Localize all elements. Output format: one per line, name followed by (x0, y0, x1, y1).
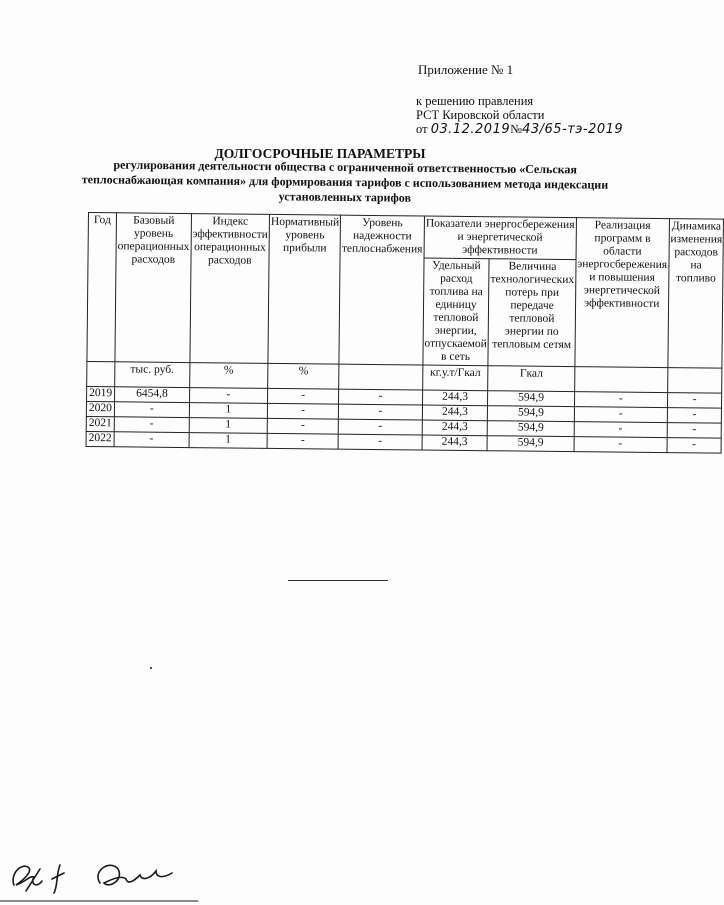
decision-number: 43/65-тэ-2019 (522, 122, 624, 137)
cell-reliability: - (338, 434, 422, 450)
decision-line-3 (416, 122, 623, 137)
header-profit-level: Нормативный уровень прибыли (268, 214, 341, 364)
cell-year: 2019 (87, 386, 115, 401)
cell-dynamics: - (667, 393, 722, 409)
header-reliability: Уровень надежности теплоснабжения (339, 215, 424, 365)
cell-reliability: - (339, 389, 423, 405)
decision-prefix: от (416, 122, 428, 136)
unit-reliability (339, 364, 423, 390)
cell-index: 1 (189, 418, 267, 434)
speck-mark (150, 667, 152, 669)
cell-base: - (114, 402, 189, 418)
cell-base: - (114, 417, 189, 433)
decision-line-1: к решению правления (416, 94, 534, 108)
cell-program: - (574, 422, 667, 438)
header-efficiency-index: Индекс эффективности операционных расходов (190, 214, 270, 364)
cell-profit: - (267, 403, 338, 419)
cell-year: 2020 (86, 401, 114, 416)
header-year: Год (87, 213, 117, 362)
unit-fuel-dynamics (667, 368, 722, 394)
cell-losses: 594,9 (488, 406, 575, 422)
cell-program: - (574, 392, 667, 408)
decision-reference (416, 94, 623, 137)
header-base-level: Базовый уровень операционных расходов (115, 213, 191, 363)
cell-losses: 594,9 (488, 391, 575, 407)
cell-profit: - (267, 433, 338, 449)
closing-divider (288, 580, 388, 581)
cell-losses: 594,9 (487, 436, 574, 452)
handwritten-signature (0, 845, 200, 905)
cell-base: 6454,8 (115, 387, 190, 403)
appendix-label: Приложение № 1 (418, 62, 514, 77)
header-fuel-rate: Удельный расход топлива на единицу тепловой энергии, отпускаемой в сеть (423, 258, 490, 366)
cell-reliability: - (339, 404, 423, 420)
document-title: ДОЛГОСРОЧНЫЕ ПАРАМЕТРЫ (214, 146, 426, 161)
unit-year (87, 361, 115, 386)
document-subtitle: регулирования деятельности общества с ограниченной ответственностью «Сельская теплоснабжающая компания» для формирования тарифов с использованием метода индексации установленных тарифов (81, 157, 609, 205)
cell-fuel: 244,3 (422, 405, 488, 421)
cell-fuel: 244,3 (422, 420, 488, 436)
header-energy-group: Показатели энергосбережения и энергетической эффективности (424, 216, 576, 260)
cell-fuel: 244,3 (422, 435, 488, 451)
decision-number-sign: № (510, 122, 523, 136)
cell-dynamics: - (667, 408, 722, 424)
cell-index: - (189, 388, 267, 404)
cell-index: 1 (189, 433, 267, 449)
cell-program: - (574, 407, 667, 423)
cell-fuel: 244,3 (422, 390, 488, 406)
unit-losses: Гкал (488, 366, 575, 392)
cell-profit: - (268, 388, 339, 404)
header-program: Реализация программ в области энергосбережения и повышения энергетической эффективности (575, 218, 669, 368)
cell-dynamics: - (667, 438, 722, 454)
decision-date: 03.12.2019 (430, 122, 511, 137)
cell-program: - (574, 437, 667, 453)
unit-base-level: тыс. руб. (115, 362, 190, 388)
unit-profit-level: % (268, 363, 340, 389)
cell-dynamics: - (667, 423, 722, 439)
decision-line-2: РСТ Кировской области (416, 108, 545, 122)
cell-base: - (114, 432, 189, 448)
cell-profit: - (267, 418, 338, 434)
cell-losses: 594,9 (487, 421, 574, 437)
cell-index: 1 (189, 403, 267, 419)
unit-efficiency-index: % (189, 363, 268, 389)
cell-year: 2022 (86, 431, 114, 446)
parameters-table (86, 212, 724, 454)
unit-fuel-rate: кг.у.т/Гкал (422, 365, 488, 391)
header-fuel-dynamics: Динамика изменения расходов на топливо (668, 219, 724, 369)
cell-year: 2021 (86, 416, 114, 431)
cell-reliability: - (339, 419, 423, 435)
header-losses: Величина технологических потерь при передаче тепловой энергии по тепловым сетям (488, 259, 576, 367)
unit-program (574, 367, 667, 393)
